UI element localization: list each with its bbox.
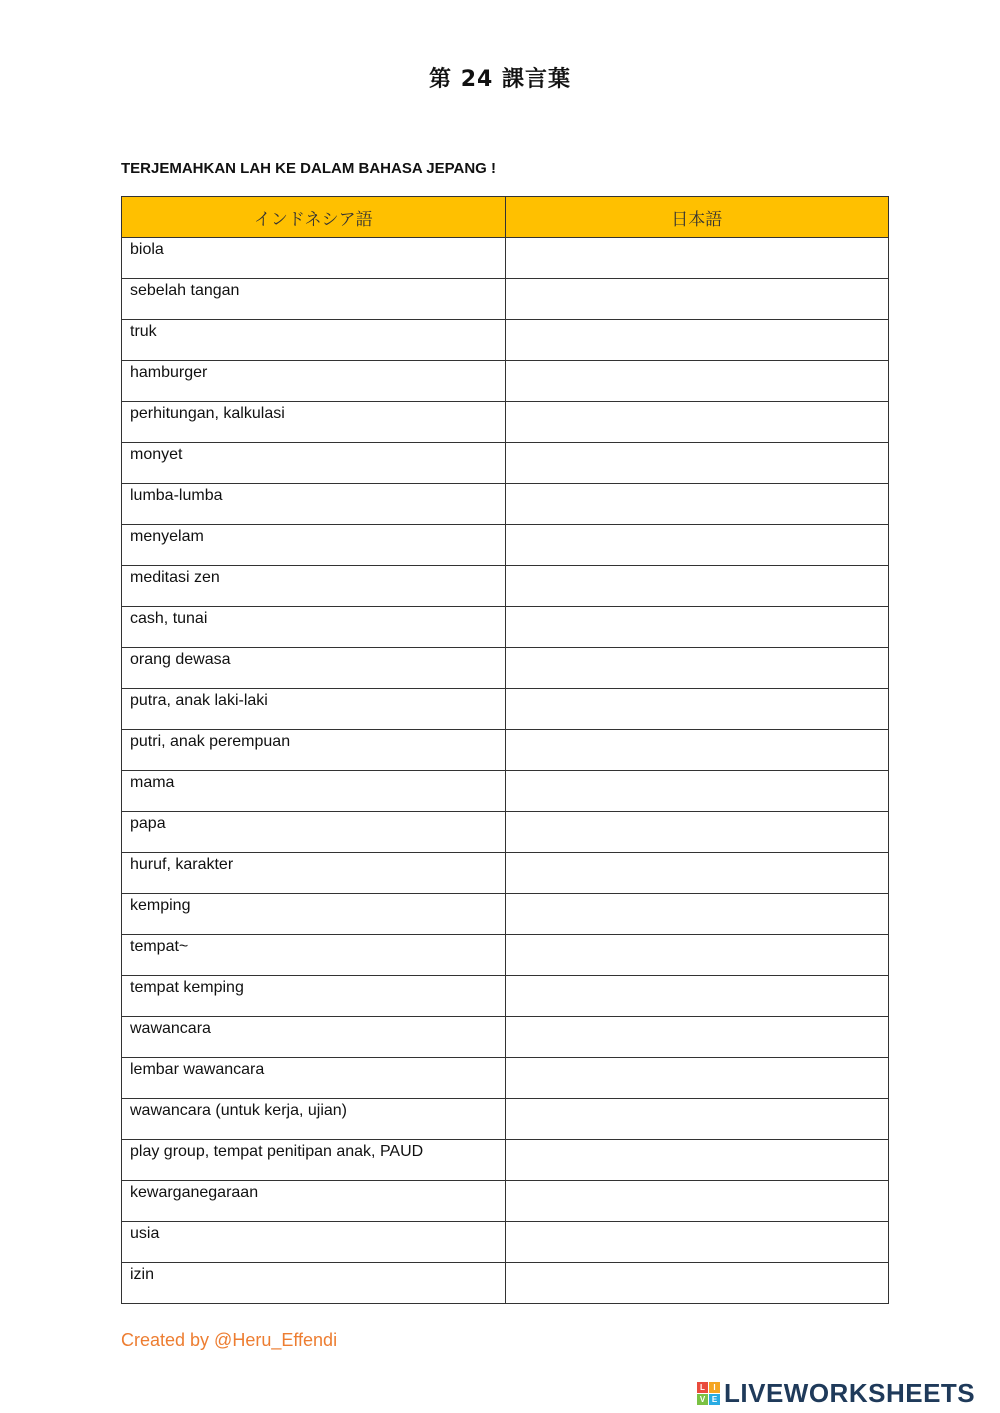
indonesian-word-cell: putri, anak perempuan (122, 730, 506, 771)
liveworksheets-logo (697, 1378, 975, 1409)
japanese-answer-cell[interactable] (505, 853, 889, 894)
column-header-indonesian: インドネシア語 (122, 197, 506, 238)
indonesian-word-cell: play group, tempat penitipan anak, PAUD (122, 1140, 506, 1181)
table-row (122, 484, 889, 525)
japanese-answer-cell[interactable] (505, 894, 889, 935)
japanese-answer-cell[interactable] (505, 402, 889, 443)
table-row (122, 976, 889, 1017)
indonesian-word-cell: perhitungan, kalkulasi (122, 402, 506, 443)
instruction-text: TERJEMAHKAN LAH KE DALAM BAHASA JEPANG ! (121, 160, 497, 177)
table-row (122, 320, 889, 361)
table-row (122, 566, 889, 607)
table-row (122, 361, 889, 402)
table-row (122, 894, 889, 935)
japanese-answer-cell[interactable] (505, 484, 889, 525)
japanese-answer-cell[interactable] (505, 320, 889, 361)
indonesian-word-cell: izin (122, 1263, 506, 1304)
japanese-answer-cell[interactable] (505, 1058, 889, 1099)
table-row (122, 935, 889, 976)
japanese-answer-cell[interactable] (505, 1222, 889, 1263)
table-row (122, 771, 889, 812)
table-row (122, 1058, 889, 1099)
table-row (122, 730, 889, 771)
indonesian-word-cell: monyet (122, 443, 506, 484)
indonesian-word-cell: mama (122, 771, 506, 812)
indonesian-word-cell: biola (122, 238, 506, 279)
japanese-answer-cell[interactable] (505, 566, 889, 607)
table-row (122, 1263, 889, 1304)
japanese-answer-cell[interactable] (505, 1181, 889, 1222)
japanese-answer-cell[interactable] (505, 771, 889, 812)
japanese-answer-cell[interactable] (505, 1263, 889, 1304)
table-row (122, 238, 889, 279)
logo-mark-icon (697, 1382, 720, 1405)
table-row (122, 402, 889, 443)
indonesian-word-cell: putra, anak laki-laki (122, 689, 506, 730)
japanese-answer-cell[interactable] (505, 238, 889, 279)
indonesian-word-cell: wawancara (untuk kerja, ujian) (122, 1099, 506, 1140)
table-row (122, 1140, 889, 1181)
japanese-answer-cell[interactable] (505, 1099, 889, 1140)
indonesian-word-cell: tempat~ (122, 935, 506, 976)
indonesian-word-cell: papa (122, 812, 506, 853)
page-title: 第 24 課言葉 (429, 67, 571, 92)
japanese-answer-cell[interactable] (505, 730, 889, 771)
japanese-answer-cell[interactable] (505, 689, 889, 730)
logo-text: LIVEWORKSHEETS (724, 1378, 976, 1408)
japanese-answer-cell[interactable] (505, 1140, 889, 1181)
table-row (122, 279, 889, 320)
table-row (122, 1099, 889, 1140)
table-row (122, 812, 889, 853)
japanese-answer-cell[interactable] (505, 361, 889, 402)
indonesian-word-cell: orang dewasa (122, 648, 506, 689)
indonesian-word-cell: hamburger (122, 361, 506, 402)
indonesian-word-cell: truk (122, 320, 506, 361)
indonesian-word-cell: wawancara (122, 1017, 506, 1058)
logo-tile: E (709, 1394, 720, 1405)
table-row (122, 648, 889, 689)
japanese-answer-cell[interactable] (505, 1017, 889, 1058)
indonesian-word-cell: lembar wawancara (122, 1058, 506, 1099)
indonesian-word-cell: sebelah tangan (122, 279, 506, 320)
japanese-answer-cell[interactable] (505, 607, 889, 648)
japanese-answer-cell[interactable] (505, 976, 889, 1017)
indonesian-word-cell: meditasi zen (122, 566, 506, 607)
table-row (122, 525, 889, 566)
logo-tile: L (697, 1382, 708, 1393)
table-row (122, 607, 889, 648)
table-row (122, 443, 889, 484)
indonesian-word-cell: lumba-lumba (122, 484, 506, 525)
japanese-answer-cell[interactable] (505, 648, 889, 689)
table-row (122, 1181, 889, 1222)
logo-tile: V (697, 1394, 708, 1405)
japanese-answer-cell[interactable] (505, 443, 889, 484)
indonesian-word-cell: huruf, karakter (122, 853, 506, 894)
indonesian-word-cell: usia (122, 1222, 506, 1263)
logo-tile: I (709, 1382, 720, 1393)
author-credit: Created by @Heru_Effendi (121, 1330, 338, 1350)
japanese-answer-cell[interactable] (505, 525, 889, 566)
japanese-answer-cell[interactable] (505, 935, 889, 976)
table-row (122, 853, 889, 894)
indonesian-word-cell: kemping (122, 894, 506, 935)
table-header-row (122, 197, 889, 238)
table-row (122, 1222, 889, 1263)
column-header-japanese: 日本語 (505, 197, 889, 238)
japanese-answer-cell[interactable] (505, 812, 889, 853)
vocabulary-table (121, 196, 889, 1304)
table-row (122, 689, 889, 730)
indonesian-word-cell: menyelam (122, 525, 506, 566)
japanese-answer-cell[interactable] (505, 279, 889, 320)
table-row (122, 1017, 889, 1058)
indonesian-word-cell: cash, tunai (122, 607, 506, 648)
indonesian-word-cell: kewarganegaraan (122, 1181, 506, 1222)
indonesian-word-cell: tempat kemping (122, 976, 506, 1017)
